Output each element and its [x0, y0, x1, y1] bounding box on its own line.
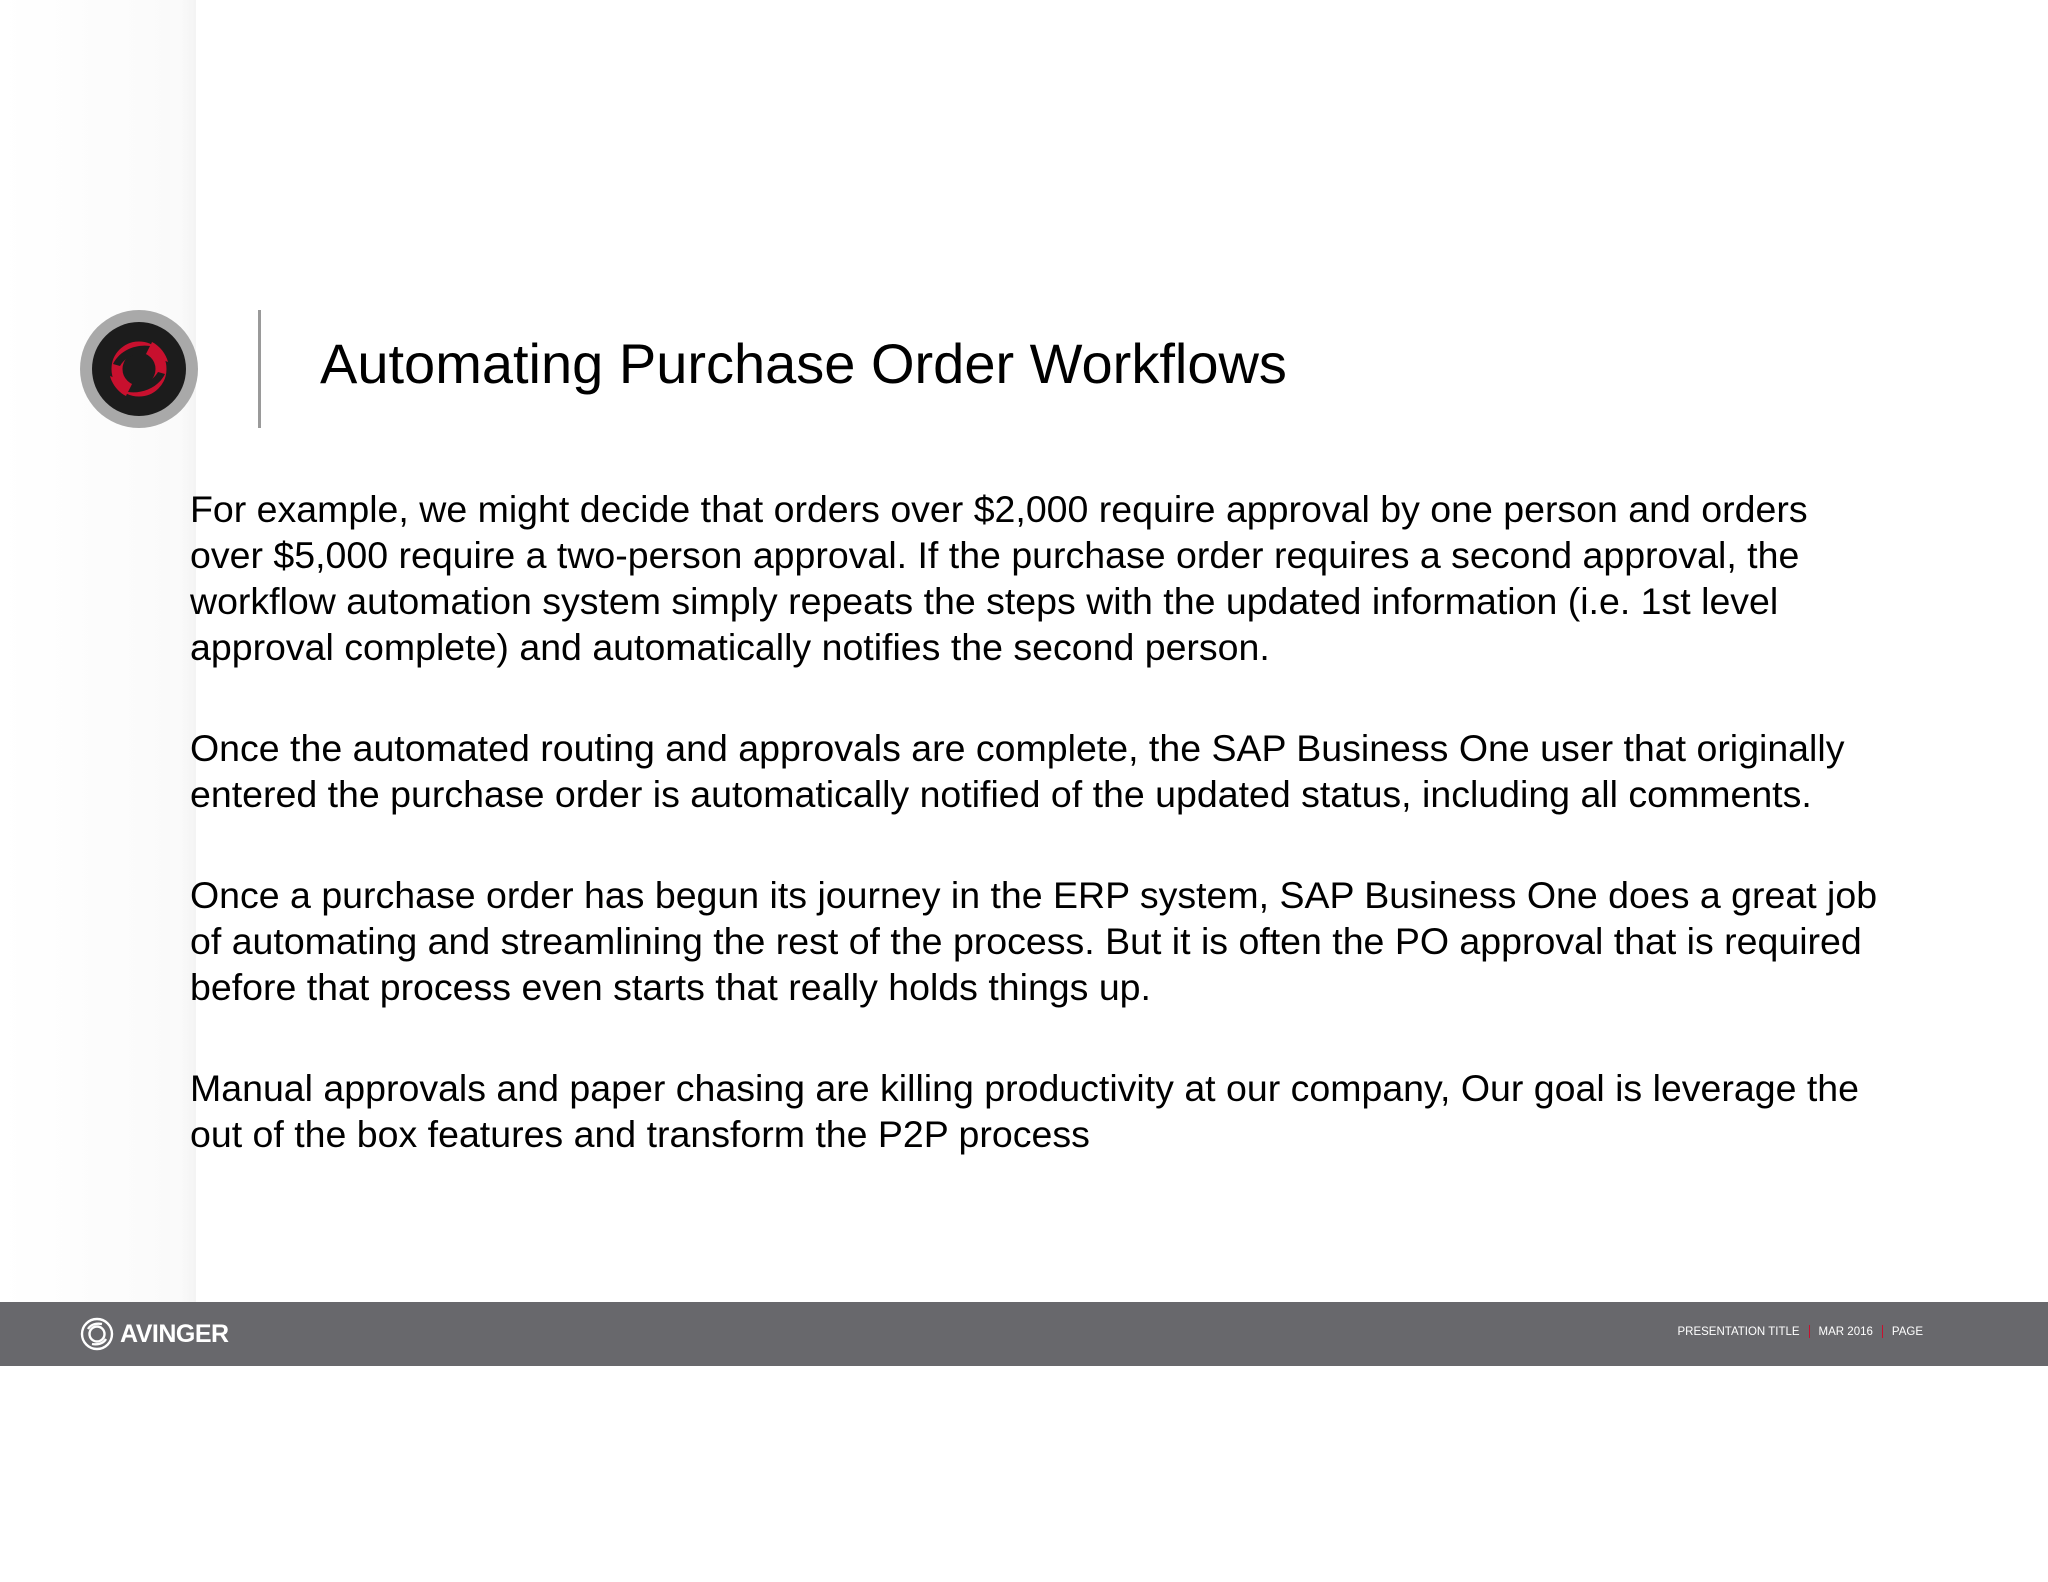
body-paragraph: Once a purchase order has begun its journey in the ERP system, SAP Business One does a great job of automating and streamlining the rest of the process. But it is often the PO approval that is required before that process even starts that really holds things up.	[190, 874, 1878, 1008]
avinger-circle-logo-icon	[80, 310, 198, 428]
footer-presentation-title: PRESENTATION TITLE	[1677, 1325, 1800, 1338]
logo-mark-icon	[106, 336, 172, 402]
body-paragraph: Once the automated routing and approvals are complete, the SAP Business One user that originally entered the purchase order is automatically notified of the updated status, including all comments.	[190, 727, 1845, 815]
slide-title: Automating Purchase Order Workflows	[320, 332, 1287, 395]
avinger-outline-logo-icon	[80, 1317, 114, 1351]
title-divider	[258, 310, 261, 428]
footer-date: MAR 2016	[1818, 1325, 1873, 1338]
body-paragraph: For example, we might decide that orders over $2,000 require approval by one person and orders over $5,000 require a two-person approval. If the purchase order requires a second approval, the workflow automation system simply repeats the steps with the updated information (i.e. 1st level approval complete) and automatically notifies the second person.	[190, 488, 1808, 668]
slide-body	[190, 486, 1890, 1212]
footer-separator	[1809, 1325, 1810, 1338]
footer-bar	[0, 1302, 2048, 1366]
footer-logo	[80, 1316, 229, 1352]
footer-brand: AVINGER	[120, 1319, 229, 1348]
footer-separator	[1882, 1325, 1883, 1338]
logo-badge-inner	[92, 322, 186, 416]
content-background	[0, 0, 196, 1302]
footer-page-label: PAGE	[1891, 1325, 1923, 1338]
body-paragraph: Manual approvals and paper chasing are killing productivity at our company, Our goal is leverage the out of the box features and transform the P2P process	[190, 1067, 1859, 1155]
footer-meta	[1677, 1325, 1923, 1338]
